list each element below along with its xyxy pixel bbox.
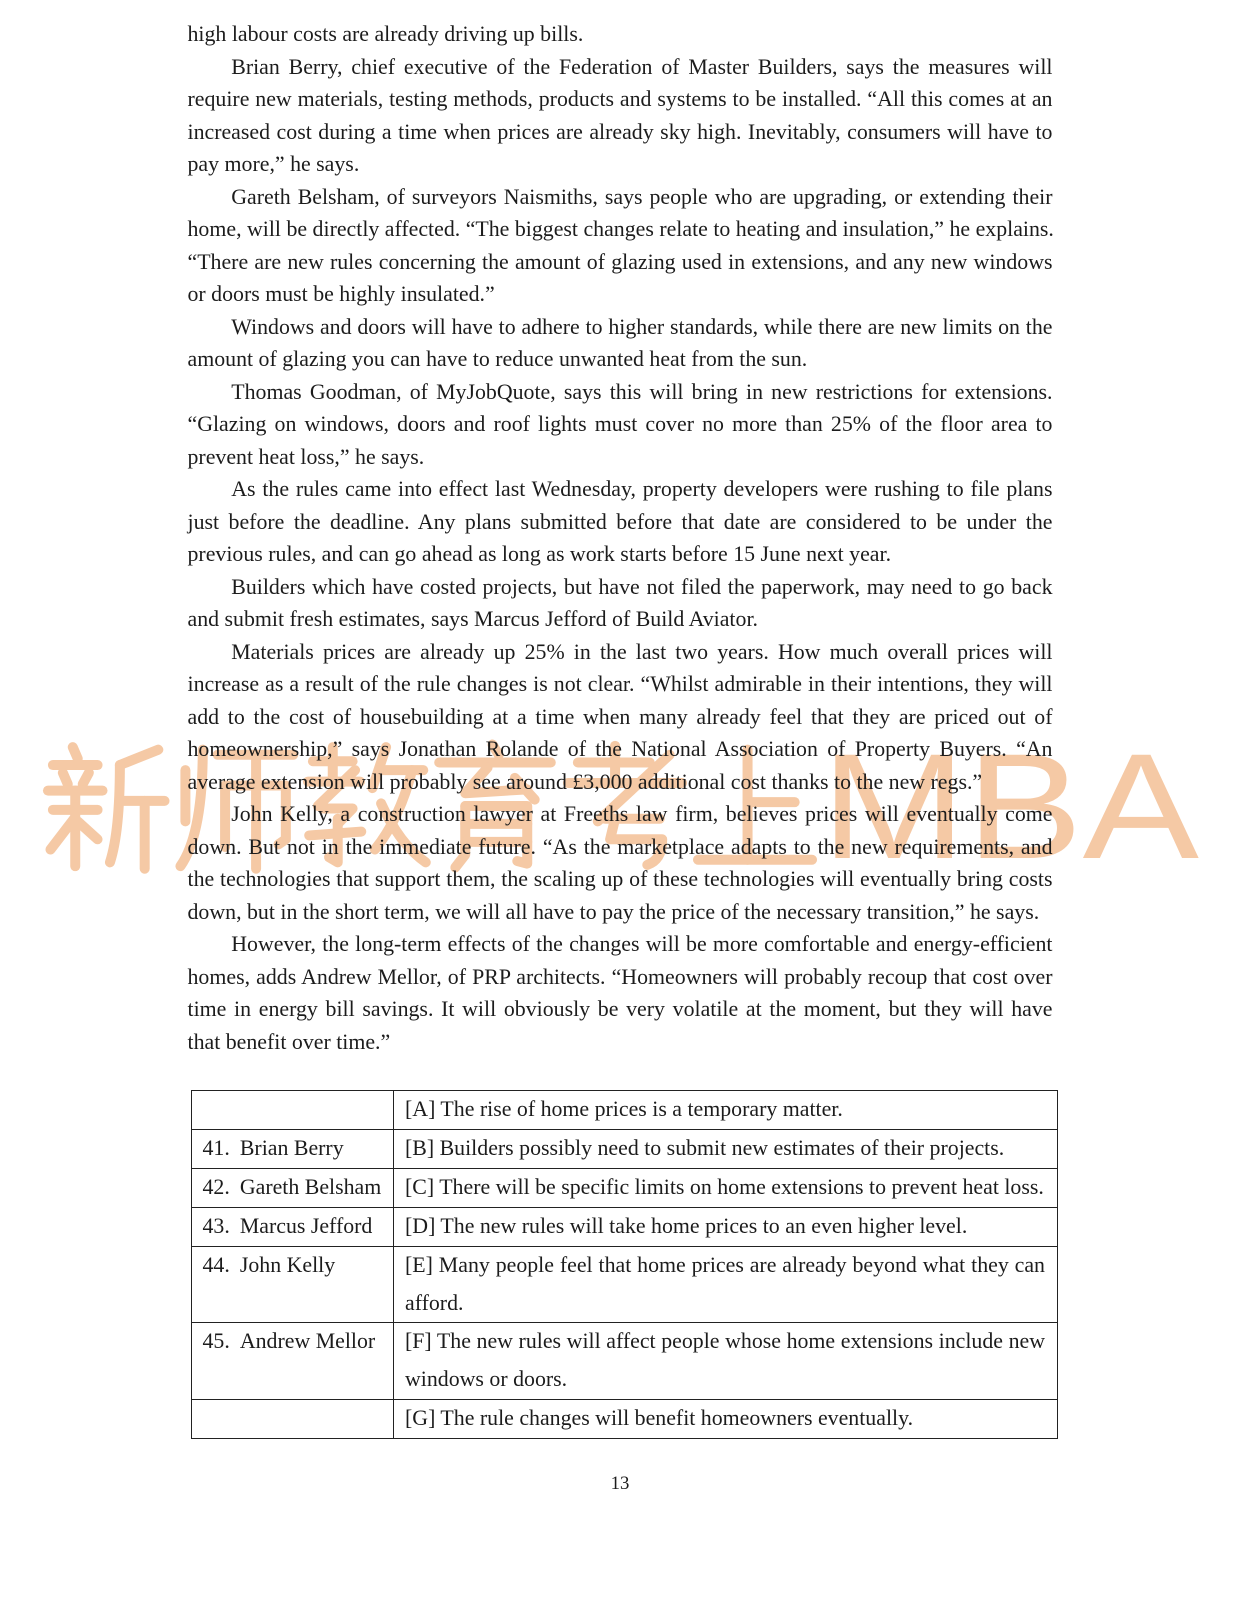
- option-line: [405, 1091, 1045, 1129]
- question-number: 45.: [202, 1329, 230, 1354]
- text-line: [188, 473, 1053, 506]
- line-text: that benefit over time.”: [187, 1029, 391, 1054]
- question-number: 42.: [202, 1174, 230, 1199]
- option-line: [405, 1208, 1045, 1246]
- speaker-name: Gareth Belsham: [239, 1174, 382, 1199]
- text-line: [188, 213, 1053, 246]
- text-line: [188, 571, 1053, 604]
- article-paragraph: [188, 376, 1053, 474]
- text-line: [188, 83, 1053, 116]
- line-text: and submit fresh estimates, says Marcus Jefford of Build Aviator.: [187, 607, 758, 631]
- speaker-name: Brian Berry: [239, 1135, 344, 1160]
- option-text: [D] The new rules will take home prices to an even higher level.: [405, 1213, 968, 1238]
- line-text: increase as a result of the rule changes is not clear. “Whilst admirable in their intentions, they will: [187, 672, 1053, 696]
- article-paragraph: [188, 928, 1053, 1058]
- line-text: add to the cost of housebuilding at a time when many already feel that they are priced out of: [187, 704, 1053, 729]
- speaker-cell: [192, 1130, 394, 1168]
- text-line: [188, 603, 1053, 636]
- speaker-cell: [192, 1091, 394, 1129]
- text-line: [188, 668, 1053, 701]
- speaker-name: Andrew Mellor: [239, 1329, 376, 1354]
- speaker-cell: [192, 1208, 394, 1246]
- option-line: [405, 1361, 1045, 1399]
- article-paragraph: [188, 636, 1053, 799]
- table-row: [192, 1091, 1057, 1130]
- article-paragraph: [188, 51, 1053, 181]
- speaker-cell: [192, 1169, 394, 1207]
- speaker-cell: [192, 1323, 394, 1399]
- text-line: [188, 1026, 1053, 1059]
- article-paragraph: [188, 473, 1053, 571]
- text-line: [188, 246, 1053, 279]
- option-cell: [394, 1323, 1057, 1399]
- text-line: [188, 311, 1053, 344]
- line-text: “There are new rules concerning the amount of glazing used in extensions, and any new windows: [187, 249, 1053, 274]
- line-text: amount of glazing you can have to reduce unwanted heat from the sun.: [187, 347, 808, 371]
- line-text: high labour costs are already driving up bills.: [187, 22, 584, 46]
- question-number: 43.: [202, 1213, 230, 1238]
- text-line: [188, 928, 1053, 961]
- line-text: Builders which have costed projects, but have not filed the paperwork, may need to go back: [231, 574, 1053, 599]
- option-cell: [394, 1208, 1057, 1246]
- line-text: time in energy bill savings. It will obviously be very volatile at the moment, but they will have: [187, 997, 1053, 1021]
- option-text: afford.: [405, 1290, 464, 1315]
- line-text: down. But not in the immediate future. “As the marketplace adapts to the new requirements, and: [187, 834, 1053, 859]
- text-line: [188, 181, 1053, 214]
- text-line: [188, 18, 1053, 51]
- option-text: [A] The rise of home prices is a temporary matter.: [405, 1097, 843, 1121]
- text-line: [188, 376, 1053, 409]
- question-number: 44.: [202, 1252, 230, 1277]
- table-row: [192, 1130, 1057, 1169]
- line-text: Windows and doors will have to adhere to higher standards, while there are new limits on the: [231, 314, 1053, 339]
- line-text: just before the deadline. Any plans submitted before that date are considered to be under the: [187, 509, 1053, 534]
- option-line: [405, 1247, 1045, 1285]
- line-text: the technologies that support them, the scaling up of these technologies will eventually bring costs: [187, 867, 1053, 891]
- text-line: [188, 148, 1053, 181]
- line-text: Materials prices are already up 25% in the last two years. How much overall prices will: [231, 639, 1053, 664]
- speaker-cell: [192, 1247, 394, 1323]
- line-text: As the rules came into effect last Wednesday, property developers were rushing to file plans: [231, 477, 1053, 501]
- matching-table: [191, 1090, 1058, 1439]
- watermark-char: [48, 747, 165, 869]
- table-row: [192, 1400, 1057, 1439]
- option-line: [405, 1169, 1045, 1207]
- text-line: [188, 278, 1053, 311]
- article-paragraph: [188, 181, 1053, 311]
- table-row: [192, 1208, 1057, 1247]
- text-line: [188, 993, 1053, 1026]
- text-line: [188, 831, 1053, 864]
- text-line: [188, 701, 1053, 734]
- option-text: windows or doors.: [405, 1367, 568, 1392]
- option-cell: [394, 1169, 1057, 1207]
- article-paragraph: [188, 798, 1053, 928]
- line-text: John Kelly, a construction lawyer at Freeths law firm, believes prices will eventually come: [231, 802, 1053, 826]
- watermark-latin: MBA: [821, 722, 1199, 890]
- text-line: [188, 116, 1053, 149]
- text-line: [188, 506, 1053, 539]
- line-text: prevent heat loss,” he says.: [187, 444, 425, 469]
- table-row: [192, 1247, 1057, 1324]
- article-paragraph: [188, 18, 1053, 51]
- option-cell: [394, 1130, 1057, 1168]
- line-text: homeownership,” says Jonathan Rolande of the National Association of Property Buyers. “An: [187, 737, 1053, 761]
- text-line: [188, 798, 1053, 831]
- text-line: [188, 733, 1053, 766]
- line-text: Gareth Belsham, of surveyors Naismiths, says people who are upgrading, or extending their: [231, 184, 1053, 209]
- article-paragraph: [188, 311, 1053, 376]
- text-line: [188, 343, 1053, 376]
- article-body: [188, 18, 1053, 1058]
- line-text: However, the long-term effects of the changes will be more comfortable and energy-efficient: [231, 932, 1053, 956]
- question-number: 41.: [202, 1135, 230, 1160]
- option-line: [405, 1130, 1045, 1168]
- table-row: [192, 1169, 1057, 1208]
- table-row: [192, 1323, 1057, 1400]
- option-text: [F] The new rules will affect people whose home extensions include new: [405, 1329, 1045, 1354]
- text-line: [188, 408, 1053, 441]
- line-text: average extension will probably see around £3,000 additional cost thanks to the new regs.”: [187, 769, 983, 794]
- line-text: homes, adds Andrew Mellor, of PRP architects. “Homeowners will probably recoup that cost over: [187, 964, 1053, 989]
- line-text: increased cost during a time when prices are already sky high. Inevitably, consumers will have to: [187, 119, 1053, 144]
- text-line: [188, 441, 1053, 474]
- option-text: [E] Many people feel that home prices are already beyond what they can: [405, 1252, 1045, 1277]
- line-text: Brian Berry, chief executive of the Federation of Master Builders, says the measures will: [231, 54, 1053, 79]
- text-line: [188, 51, 1053, 84]
- option-text: [G] The rule changes will benefit homeowners eventually.: [405, 1406, 914, 1431]
- speaker-name: John Kelly: [239, 1252, 336, 1277]
- option-line: [405, 1400, 1045, 1438]
- line-text: home, will be directly affected. “The biggest changes relate to heating and insulation,” he explains.: [187, 217, 1054, 241]
- speaker-cell: [192, 1400, 394, 1438]
- line-text: Thomas Goodman, of MyJobQuote, says this will bring in new restrictions for extensions.: [231, 379, 1053, 404]
- text-line: [188, 961, 1053, 994]
- text-line: [188, 766, 1053, 799]
- article-paragraph: [188, 571, 1053, 636]
- option-text: [B] Builders possibly need to submit new estimates of their projects.: [405, 1135, 1005, 1160]
- option-cell: [394, 1091, 1057, 1129]
- line-text: require new materials, testing methods, products and systems to be installed. “All this comes at an: [187, 87, 1053, 111]
- line-text: pay more,” he says.: [187, 152, 360, 176]
- speaker-name: Marcus Jefford: [239, 1213, 373, 1238]
- text-line: [188, 863, 1053, 896]
- page-number: 13: [610, 1473, 630, 1494]
- line-text: or doors must be highly insulated.”: [187, 282, 495, 306]
- option-line: [405, 1323, 1045, 1361]
- option-line: [405, 1285, 1045, 1323]
- line-text: “Glazing on windows, doors and roof lights must cover no more than 25% of the floor area to: [187, 412, 1053, 436]
- option-text: [C] There will be specific limits on home extensions to prevent heat loss.: [405, 1174, 1044, 1199]
- option-cell: [394, 1400, 1057, 1438]
- text-line: [188, 538, 1053, 571]
- line-text: down, but in the short term, we will all have to pay the price of the necessary transition,” he says.: [187, 899, 1040, 924]
- line-text: previous rules, and can go ahead as long as work starts before 15 June next year.: [187, 542, 892, 566]
- text-line: [188, 636, 1053, 669]
- option-cell: [394, 1247, 1057, 1323]
- text-line: [188, 896, 1053, 929]
